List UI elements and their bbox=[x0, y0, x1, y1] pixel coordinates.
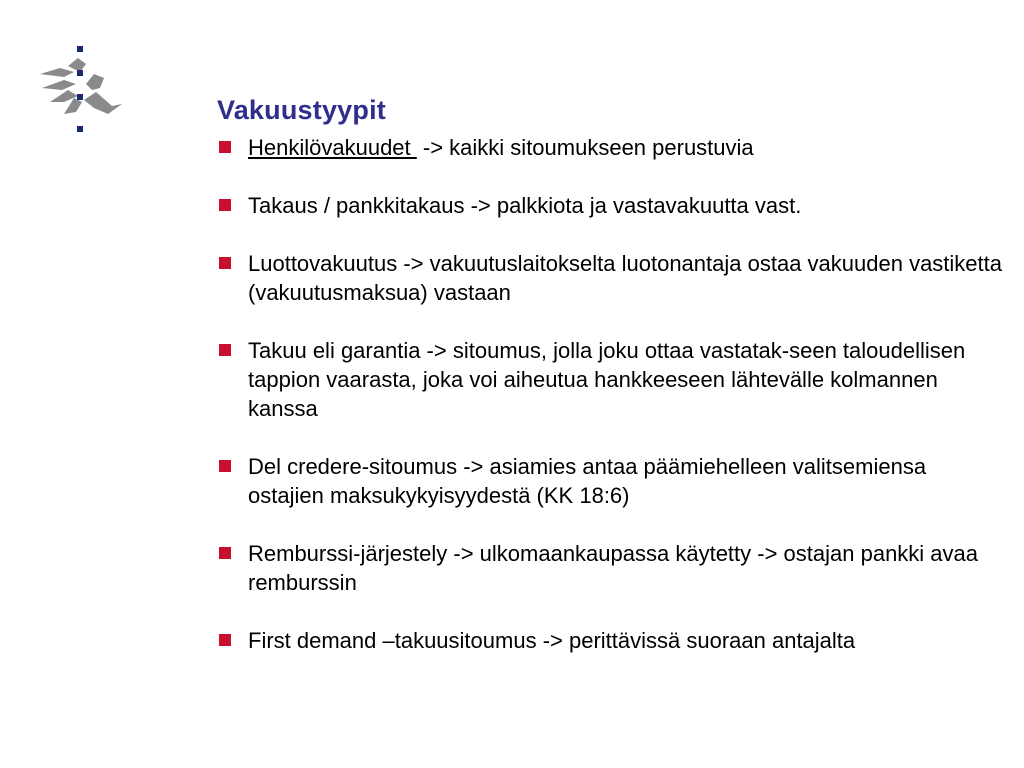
square-bullet-icon bbox=[219, 257, 231, 269]
bullet-item bbox=[217, 626, 1007, 655]
bullet-text: Remburssi-järjestely -> ulkomaankaupassa käytetty -> ostajan pankki avaa remburssin bbox=[248, 541, 979, 595]
bullet-underlined-term: Henkilövakuudet bbox=[248, 135, 417, 160]
bullet-item bbox=[217, 452, 1007, 510]
bullet-list bbox=[217, 133, 1007, 684]
bullet-text: Takaus / pankkitakaus -> palkkiota ja vastavakuutta vast. bbox=[248, 193, 802, 218]
bullet-text: First demand –takuusitoumus -> perittävissä suoraan antajalta bbox=[248, 628, 856, 653]
square-bullet-icon bbox=[219, 344, 231, 356]
university-logo-icon bbox=[34, 44, 126, 136]
square-bullet-icon bbox=[219, 547, 231, 559]
square-bullet-icon bbox=[219, 634, 231, 646]
bullet-item bbox=[217, 133, 1007, 162]
bullet-item bbox=[217, 191, 1007, 220]
bullet-text: Del credere-sitoumus -> asiamies antaa päämiehelleen valitsemiensa ostajien maksukykyisyydestä (KK 18:6) bbox=[248, 454, 927, 508]
square-bullet-icon bbox=[219, 141, 231, 153]
bullet-item bbox=[217, 249, 1007, 307]
bullet-text: Luottovakuutus -> vakuutuslaitokselta luotonantaja ostaa vakuuden vastiketta (vakuutusmaksua) vastaan bbox=[248, 251, 1002, 305]
square-bullet-icon bbox=[219, 199, 231, 211]
bullet-text: -> kaikki sitoumukseen perustuvia bbox=[416, 135, 754, 160]
slide-title: Vakuustyypit bbox=[217, 95, 386, 125]
bullet-item bbox=[217, 539, 1007, 597]
bullet-text: Takuu eli garantia -> sitoumus, jolla joku ottaa vastatak-seen taloudellisen tappion vaarasta, joka voi aiheutua hankkeeseen lähtevälle kolmannen kanssa bbox=[248, 338, 966, 421]
bullet-item bbox=[217, 336, 1007, 423]
square-bullet-icon bbox=[219, 460, 231, 472]
